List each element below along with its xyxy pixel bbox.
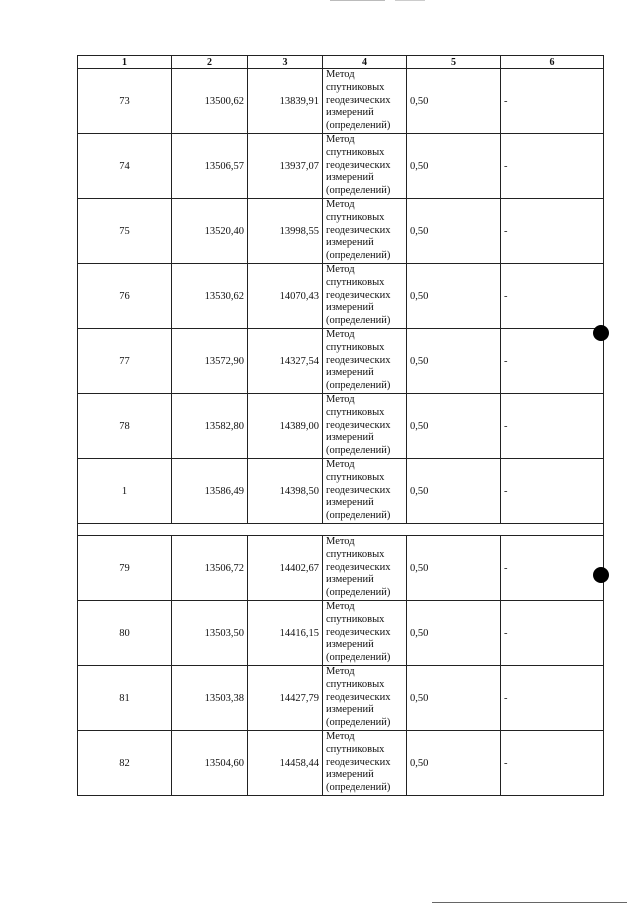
method-line: спутниковых <box>326 81 385 93</box>
method-cell <box>323 459 407 524</box>
method-cell <box>323 394 407 459</box>
method-line: Метод <box>326 329 355 340</box>
accuracy-cell: 0,50 <box>407 329 501 394</box>
method-cell <box>323 666 407 731</box>
method-line: измерений <box>326 367 374 379</box>
method-line: Метод <box>326 536 355 547</box>
method-cell <box>323 264 407 329</box>
method-line: Метод <box>326 666 355 677</box>
accuracy-cell: 0,50 <box>407 394 501 459</box>
point-number-cell: 74 <box>78 134 172 199</box>
table-row <box>78 69 604 134</box>
method-line: спутниковых <box>326 613 385 625</box>
y-coordinate-cell: 14327,54 <box>248 329 323 394</box>
y-coordinate-cell: 13839,91 <box>248 69 323 134</box>
method-line: (определений) <box>326 782 391 794</box>
table-body <box>78 69 604 796</box>
y-coordinate-cell: 13937,07 <box>248 134 323 199</box>
method-line: измерений <box>326 769 374 781</box>
table-row <box>78 459 604 524</box>
method-line: (определений) <box>326 652 391 664</box>
y-coordinate-cell: 13998,55 <box>248 199 323 264</box>
x-coordinate-cell: 13586,49 <box>172 459 248 524</box>
method-line: спутниковых <box>326 471 385 483</box>
table-header <box>78 56 604 69</box>
method-line: измерений <box>326 704 374 716</box>
note-cell: - <box>501 264 604 329</box>
scan-bottom-line <box>432 902 627 903</box>
method-line: геодезических <box>326 159 391 171</box>
y-coordinate-cell: 14389,00 <box>248 394 323 459</box>
coordinates-table <box>77 55 604 796</box>
method-line: Метод <box>326 69 355 80</box>
method-line: (определений) <box>326 445 391 457</box>
method-line: Метод <box>326 601 355 612</box>
method-line: спутниковых <box>326 406 385 418</box>
x-coordinate-cell: 13504,60 <box>172 731 248 796</box>
method-line: спутниковых <box>326 146 385 158</box>
table-row <box>78 329 604 394</box>
note-cell: - <box>501 536 604 601</box>
method-cell <box>323 536 407 601</box>
method-line: измерений <box>326 172 374 184</box>
accuracy-cell: 0,50 <box>407 601 501 666</box>
col-header: 4 <box>323 56 407 69</box>
point-number-cell: 1 <box>78 459 172 524</box>
note-cell: - <box>501 666 604 731</box>
x-coordinate-cell: 13530,62 <box>172 264 248 329</box>
y-coordinate-cell: 14398,50 <box>248 459 323 524</box>
method-line: измерений <box>326 432 374 444</box>
method-line: (определений) <box>326 587 391 599</box>
note-cell: - <box>501 199 604 264</box>
y-coordinate-cell: 14402,67 <box>248 536 323 601</box>
note-cell: - <box>501 394 604 459</box>
method-line: Метод <box>326 731 355 742</box>
method-line: геодезических <box>326 289 391 301</box>
scan-top-line-2 <box>395 0 425 1</box>
y-coordinate-cell: 14070,43 <box>248 264 323 329</box>
method-line: спутниковых <box>326 211 385 223</box>
method-line: измерений <box>326 107 374 119</box>
x-coordinate-cell: 13503,50 <box>172 601 248 666</box>
table-row <box>78 199 604 264</box>
point-number-cell: 81 <box>78 666 172 731</box>
method-line: Метод <box>326 394 355 405</box>
method-line: геодезических <box>326 419 391 431</box>
note-cell: - <box>501 69 604 134</box>
accuracy-cell: 0,50 <box>407 666 501 731</box>
point-number-cell: 75 <box>78 199 172 264</box>
x-coordinate-cell: 13503,38 <box>172 666 248 731</box>
method-line: геодезических <box>326 354 391 366</box>
method-line: измерений <box>326 497 374 509</box>
table-row <box>78 264 604 329</box>
x-coordinate-cell: 13506,72 <box>172 536 248 601</box>
note-cell: - <box>501 731 604 796</box>
method-line: спутниковых <box>326 743 385 755</box>
y-coordinate-cell: 14458,44 <box>248 731 323 796</box>
x-coordinate-cell: 13582,80 <box>172 394 248 459</box>
point-number-cell: 73 <box>78 69 172 134</box>
method-line: измерений <box>326 302 374 314</box>
point-number-cell: 78 <box>78 394 172 459</box>
method-line: спутниковых <box>326 548 385 560</box>
method-line: измерений <box>326 574 374 586</box>
accuracy-cell: 0,50 <box>407 134 501 199</box>
col-header: 6 <box>501 56 604 69</box>
method-line: геодезических <box>326 561 391 573</box>
point-number-cell: 80 <box>78 601 172 666</box>
scan-top-line <box>330 0 385 1</box>
col-header: 3 <box>248 56 323 69</box>
method-line: измерений <box>326 237 374 249</box>
accuracy-cell: 0,50 <box>407 536 501 601</box>
note-cell: - <box>501 601 604 666</box>
method-line: (определений) <box>326 315 391 327</box>
x-coordinate-cell: 13506,57 <box>172 134 248 199</box>
note-cell: - <box>501 134 604 199</box>
method-line: спутниковых <box>326 678 385 690</box>
point-number-cell: 82 <box>78 731 172 796</box>
col-header: 5 <box>407 56 501 69</box>
method-line: (определений) <box>326 380 391 392</box>
accuracy-cell: 0,50 <box>407 69 501 134</box>
table-row <box>78 731 604 796</box>
col-header: 1 <box>78 56 172 69</box>
y-coordinate-cell: 14416,15 <box>248 601 323 666</box>
method-line: геодезических <box>326 224 391 236</box>
method-line: (определений) <box>326 717 391 729</box>
method-line: геодезических <box>326 94 391 106</box>
note-cell: - <box>501 459 604 524</box>
table-row <box>78 536 604 601</box>
method-cell <box>323 69 407 134</box>
method-line: спутниковых <box>326 276 385 288</box>
method-line: геодезических <box>326 484 391 496</box>
table-row <box>78 601 604 666</box>
y-coordinate-cell: 14427,79 <box>248 666 323 731</box>
method-cell <box>323 601 407 666</box>
punch-hole-mark <box>593 325 609 341</box>
accuracy-cell: 0,50 <box>407 459 501 524</box>
method-line: (определений) <box>326 510 391 522</box>
method-cell <box>323 329 407 394</box>
accuracy-cell: 0,50 <box>407 264 501 329</box>
x-coordinate-cell: 13572,90 <box>172 329 248 394</box>
method-line: Метод <box>326 264 355 275</box>
method-cell <box>323 199 407 264</box>
table-row <box>78 666 604 731</box>
table-separator-row <box>78 524 604 536</box>
method-line: Метод <box>326 459 355 470</box>
method-line: Метод <box>326 134 355 145</box>
x-coordinate-cell: 13520,40 <box>172 199 248 264</box>
accuracy-cell: 0,50 <box>407 731 501 796</box>
point-number-cell: 76 <box>78 264 172 329</box>
punch-hole-mark <box>593 567 609 583</box>
table-row <box>78 134 604 199</box>
point-number-cell: 79 <box>78 536 172 601</box>
method-line: (определений) <box>326 250 391 262</box>
separator-cell <box>78 524 604 536</box>
method-cell <box>323 731 407 796</box>
method-line: (определений) <box>326 120 391 132</box>
point-number-cell: 77 <box>78 329 172 394</box>
method-line: Метод <box>326 199 355 210</box>
accuracy-cell: 0,50 <box>407 199 501 264</box>
method-line: (определений) <box>326 185 391 197</box>
method-line: геодезических <box>326 691 391 703</box>
method-line: измерений <box>326 639 374 651</box>
table-row <box>78 394 604 459</box>
method-line: геодезических <box>326 756 391 768</box>
col-header: 2 <box>172 56 248 69</box>
method-line: геодезических <box>326 626 391 638</box>
method-line: спутниковых <box>326 341 385 353</box>
x-coordinate-cell: 13500,62 <box>172 69 248 134</box>
note-cell: - <box>501 329 604 394</box>
method-cell <box>323 134 407 199</box>
